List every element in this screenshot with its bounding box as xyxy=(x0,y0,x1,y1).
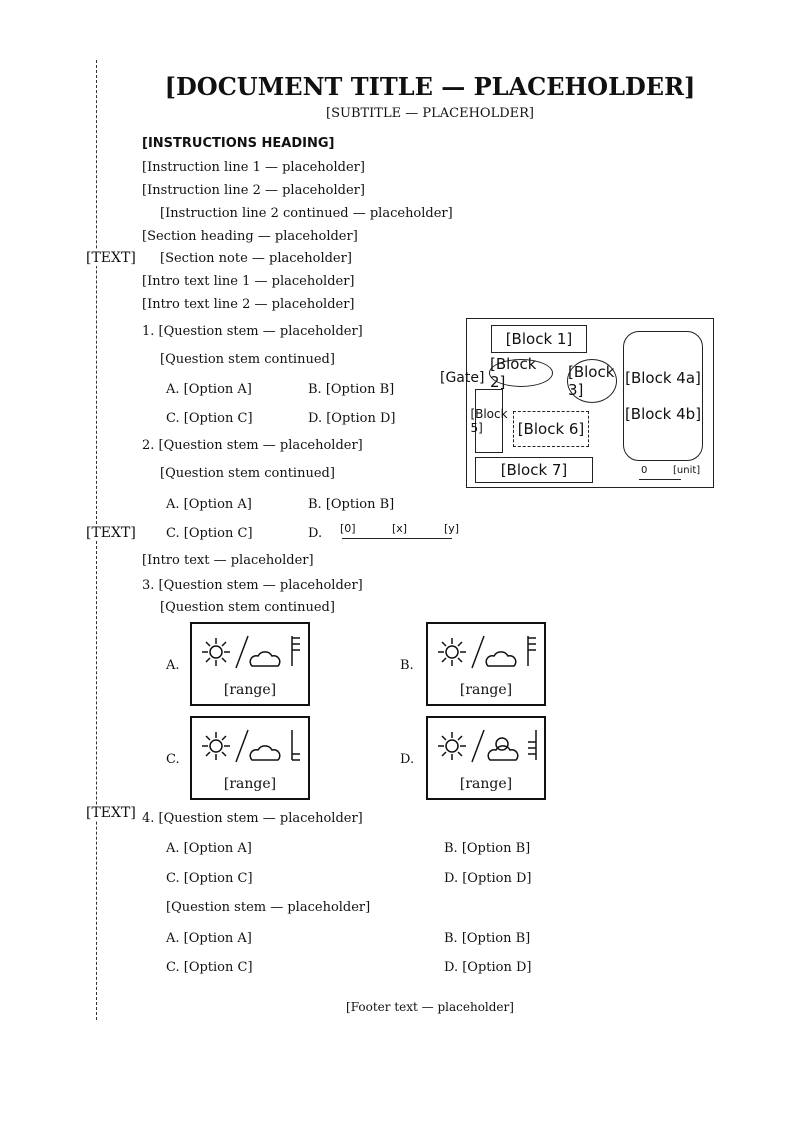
weather-symbol-icon xyxy=(202,726,302,766)
plan-map xyxy=(466,318,714,488)
question-2-option-a: A. [Option A] xyxy=(166,497,252,512)
map-scale-bar xyxy=(639,479,681,480)
question-5-stem: [Question stem — placeholder] xyxy=(166,900,371,915)
intro-text: [Intro text — placeholder] xyxy=(142,553,314,568)
weather-card-a xyxy=(190,622,310,706)
question-5-option-b: B. [Option B] xyxy=(444,931,531,946)
map-block-4-label-b: [Block 4b] xyxy=(624,405,702,423)
question-1-option-a: A. [Option A] xyxy=(166,382,252,397)
question-2-stem-cont: [Question stem continued] xyxy=(160,466,335,481)
question-5-option-a: A. [Option A] xyxy=(166,931,252,946)
instructions-heading: [INSTRUCTIONS HEADING] xyxy=(142,136,335,151)
scale-line xyxy=(342,538,452,539)
question-2-option-d: D. xyxy=(308,526,323,541)
page-title: [DOCUMENT TITLE — PLACEHOLDER] xyxy=(164,72,696,101)
instruction-line: [Instruction line 1 — placeholder] xyxy=(142,160,365,175)
question-2-stem: 2. [Question stem — placeholder] xyxy=(142,438,363,453)
question-3-stem: 3. [Question stem — placeholder] xyxy=(142,578,363,593)
scale-tick-1: [x] xyxy=(392,522,408,535)
weather-symbol-icon xyxy=(202,632,302,672)
question-5-option-c: C. [Option C] xyxy=(166,960,253,975)
map-block-5: [Block 5] xyxy=(475,389,503,453)
instruction-line: [Instruction line 2 — placeholder] xyxy=(142,183,365,198)
question-4-option-c: C. [Option C] xyxy=(166,871,253,886)
binding-char: [TEXT] xyxy=(86,250,136,266)
map-gate-label: [Gate] xyxy=(440,370,485,386)
binding-char: [TEXT] xyxy=(86,525,136,541)
temperature-range: [range] xyxy=(459,682,513,698)
question-1-option-c: C. [Option C] xyxy=(166,411,253,426)
scale-tick-0: [0] xyxy=(340,522,356,535)
weather-card-b xyxy=(426,622,546,706)
intro-text: [Intro text line 2 — placeholder] xyxy=(142,297,355,312)
map-block-4 xyxy=(623,331,703,461)
weather-card-d xyxy=(426,716,546,800)
instruction-line: [Instruction line 2 continued — placeholder] xyxy=(160,206,453,221)
question-2-option-c: C. [Option C] xyxy=(166,526,253,541)
intro-text: [Intro text line 1 — placeholder] xyxy=(142,274,355,289)
question-1-stem-cont: [Question stem continued] xyxy=(160,352,335,367)
map-block-2: [Block 2] xyxy=(489,359,553,387)
question-4-option-b: B. [Option B] xyxy=(444,841,531,856)
weather-symbol-icon xyxy=(438,632,538,672)
map-scale-unit: [unit] xyxy=(673,465,701,476)
exam-subtitle: [SUBTITLE — PLACEHOLDER] xyxy=(326,106,534,121)
question-4-stem: 4. [Question stem — placeholder] xyxy=(142,811,363,826)
binding-char: [TEXT] xyxy=(86,805,136,821)
question-4-option-a: A. [Option A] xyxy=(166,841,252,856)
temperature-range: [range] xyxy=(223,682,277,698)
question-3-label-d: D. xyxy=(400,752,415,767)
map-scale-zero: 0 xyxy=(641,465,648,476)
question-1-option-d: D. [Option D] xyxy=(308,411,396,426)
question-3-label-c: C. xyxy=(166,752,180,767)
question-4-option-d: D. [Option D] xyxy=(444,871,532,886)
section-note: [Section note — placeholder] xyxy=(160,251,352,266)
temperature-range: [range] xyxy=(223,776,277,792)
question-3-label-b: B. xyxy=(400,658,414,673)
weather-card-c xyxy=(190,716,310,800)
question-2-option-b: B. [Option B] xyxy=(308,497,395,512)
question-1-stem: 1. [Question stem — placeholder] xyxy=(142,324,363,339)
weather-symbol-icon xyxy=(438,726,538,766)
map-block-7: [Block 7] xyxy=(475,457,593,483)
question-3-stem-cont: [Question stem continued] xyxy=(160,600,335,615)
temperature-range: [range] xyxy=(459,776,513,792)
question-5-option-d: D. [Option D] xyxy=(444,960,532,975)
map-block-3: [Block 3] xyxy=(567,359,617,403)
map-block-4-label-a: [Block 4a] xyxy=(625,369,701,387)
page-footer: [Footer text — placeholder] xyxy=(346,1000,514,1014)
scale-tick-2: [y] xyxy=(444,522,460,535)
map-block-1: [Block 1] xyxy=(491,325,587,353)
section-heading: [Section heading — placeholder] xyxy=(142,229,358,244)
question-3-label-a: A. xyxy=(166,658,180,673)
question-2-scale-bar xyxy=(340,522,470,544)
map-block-6: [Block 6] xyxy=(513,411,589,447)
question-1-option-b: B. [Option B] xyxy=(308,382,395,397)
